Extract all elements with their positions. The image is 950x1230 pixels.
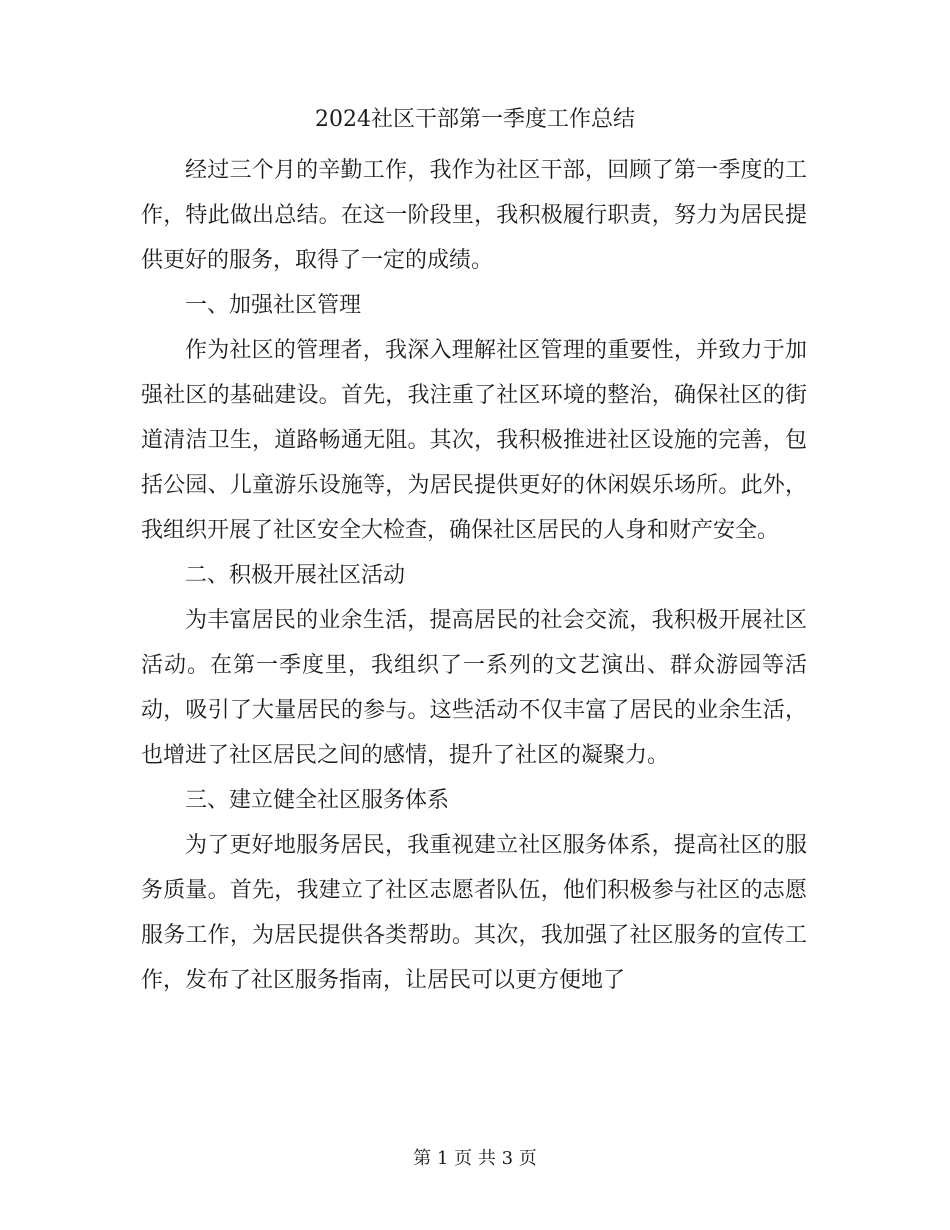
section-heading-activities: 二、积极开展社区活动	[185, 563, 406, 588]
section-body-management: 作为社区的管理者，我深入理解社区管理的重要性，并致力于加强社区的基础建设。首先，我注重了社区环境的整治，确保社区的街道清洁卫生，道路畅通无阻。其次，我积极推进社区设施的完善，包括公园、儿童游乐设施等，为居民提供更好的休闲娱乐场所。此外，我组织开展了社区安全大检查，确保社区居民的人身和财产安全。	[141, 338, 807, 543]
page-number-footer: 第 1 页 共 3 页	[413, 1148, 537, 1169]
section-body-services: 为了更好地服务居民，我重视建立社区服务体系，提高社区的服务质量。首先，我建立了社区志愿者队伍，他们积极参与社区的志愿服务工作，为居民提供各类帮助。其次，我加强了社区服务的宣传工作，发布了社区服务指南，让居民可以更方便地了	[141, 833, 807, 993]
section-body-activities: 为丰富居民的业余生活，提高居民的社会交流，我积极开展社区活动。在第一季度里，我组织了一系列的文艺演出、群众游园等活动，吸引了大量居民的参与。这些活动不仅丰富了居民的业余生活，也增进了社区居民之间的感情，提升了社区的凝聚力。	[141, 608, 807, 768]
section-heading-management: 一、加强社区管理	[185, 293, 362, 318]
section-heading-services: 三、建立健全社区服务体系	[185, 788, 450, 813]
document-body	[141, 148, 807, 1003]
intro-paragraph: 经过三个月的辛勤工作，我作为社区干部，回顾了第一季度的工作，特此做出总结。在这一阶段里，我积极履行职责，努力为居民提供更好的服务，取得了一定的成绩。	[141, 158, 807, 273]
document-title: 2024社区干部第一季度工作总结	[315, 107, 635, 132]
